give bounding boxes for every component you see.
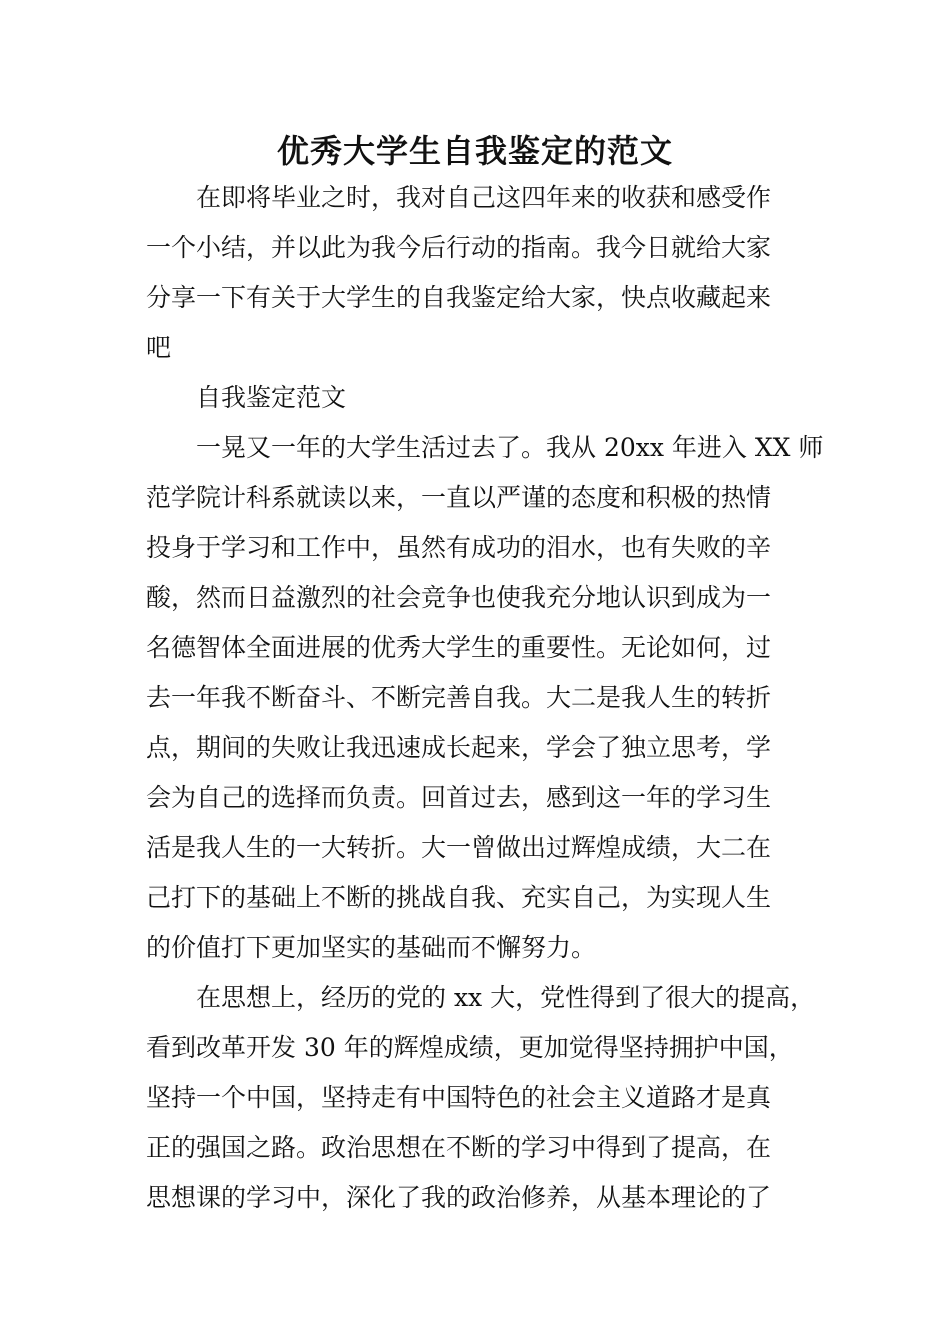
text-line: 一晃又一年的大学生活过去了。我从 20xx 年进入 XX 师 xyxy=(196,433,824,462)
text-line: 分享一下有关于大学生的自我鉴定给大家，快点收藏起来 xyxy=(146,283,772,312)
text-line: 一个小结，并以此为我今后行动的指南。我今日就给大家 xyxy=(146,233,772,262)
text-line: 名德智体全面进展的优秀大学生的重要性。无论如何，过 xyxy=(146,633,772,662)
text-line: 投身于学习和工作中，虽然有成功的泪水，也有失败的辛 xyxy=(146,533,772,562)
text-line: 去一年我不断奋斗、不断完善自我。大二是我人生的转折 xyxy=(146,683,772,712)
text-line: 看到改革开发 30 年的辉煌成绩，更加觉得坚持拥护中国， xyxy=(146,1033,794,1062)
text-line: 思想课的学习中，深化了我的政治修养，从基本理论的了 xyxy=(146,1183,772,1212)
text-line: 的价值打下更加坚实的基础而不懈努力。 xyxy=(146,933,597,962)
text-line: 坚持一个中国，坚持走有中国特色的社会主义道路才是真 xyxy=(146,1083,772,1112)
text-line: 在思想上，经历的党的 xx 大，党性得到了很大的提高， xyxy=(196,983,816,1012)
text-line: 己打下的基础上不断的挑战自我、充实自己，为实现人生 xyxy=(146,883,772,912)
text-line: 会为自己的选择而负责。回首过去，感到这一年的学习生 xyxy=(146,783,772,812)
text-line: 范学院计科系就读以来，一直以严谨的态度和积极的热情 xyxy=(146,483,772,512)
text-line: 吧 xyxy=(146,333,172,362)
text-line: 正的强国之路。政治思想在不断的学习中得到了提高，在 xyxy=(146,1133,772,1162)
text-line: 在即将毕业之时，我对自己这四年来的收获和感受作 xyxy=(196,183,772,212)
text-line: 酸，然而日益激烈的社会竞争也使我充分地认识到成为一 xyxy=(146,583,772,612)
document-title: 优秀大学生自我鉴定的范文 xyxy=(276,132,673,170)
text-line: 活是我人生的一大转折。大一曾做出过辉煌成绩，大二在 xyxy=(146,833,772,862)
text-line: 点，期间的失败让我迅速成长起来，学会了独立思考，学 xyxy=(146,733,772,762)
section-heading: 自我鉴定范文 xyxy=(196,383,347,412)
